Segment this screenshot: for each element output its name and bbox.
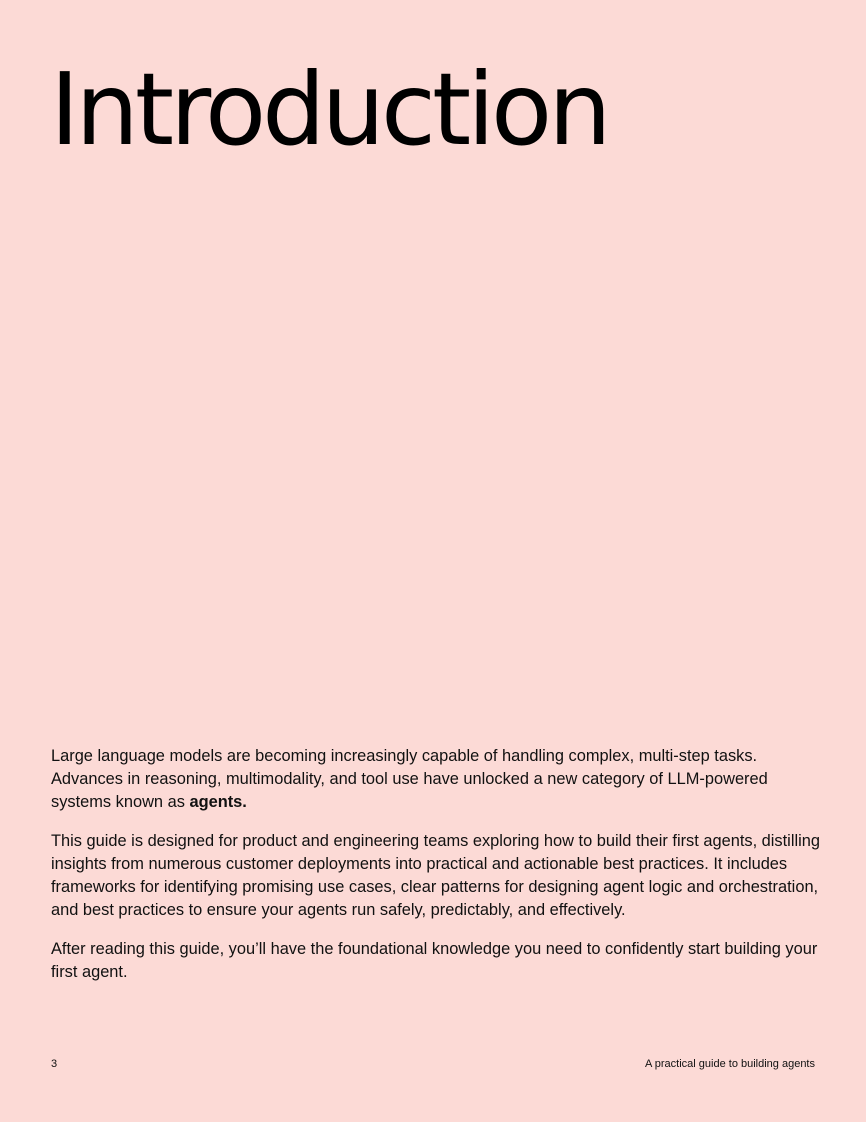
page-number: 3 <box>51 1058 58 1070</box>
intro-paragraph <box>51 745 821 814</box>
intro-paragraph-text: Large language models are becoming increasingly capable of handling complex, multi-step tasks. Advances in reasoning, multimodality, and tool use have unlocked a new category of LLM-powered systems known as <box>51 747 768 811</box>
agents-emphasis: agents. <box>189 793 247 811</box>
page-title: Introduction <box>50 51 608 168</box>
intro-body <box>51 745 821 1000</box>
outcome-paragraph: After reading this guide, you’ll have the foundational knowledge you need to confidently start building your first agent. <box>51 940 818 981</box>
guide-purpose-paragraph: This guide is designed for product and engineering teams exploring how to build their first agents, distilling insights from numerous customer deployments into practical and actionable best practices. It includes frameworks for identifying promising use cases, clear patterns for designing agent logic and orchestration, and best practices to ensure your agents run safely, predictably, and effectively. <box>51 832 820 919</box>
footer-document-title: A practical guide to building agents <box>644 1058 815 1070</box>
